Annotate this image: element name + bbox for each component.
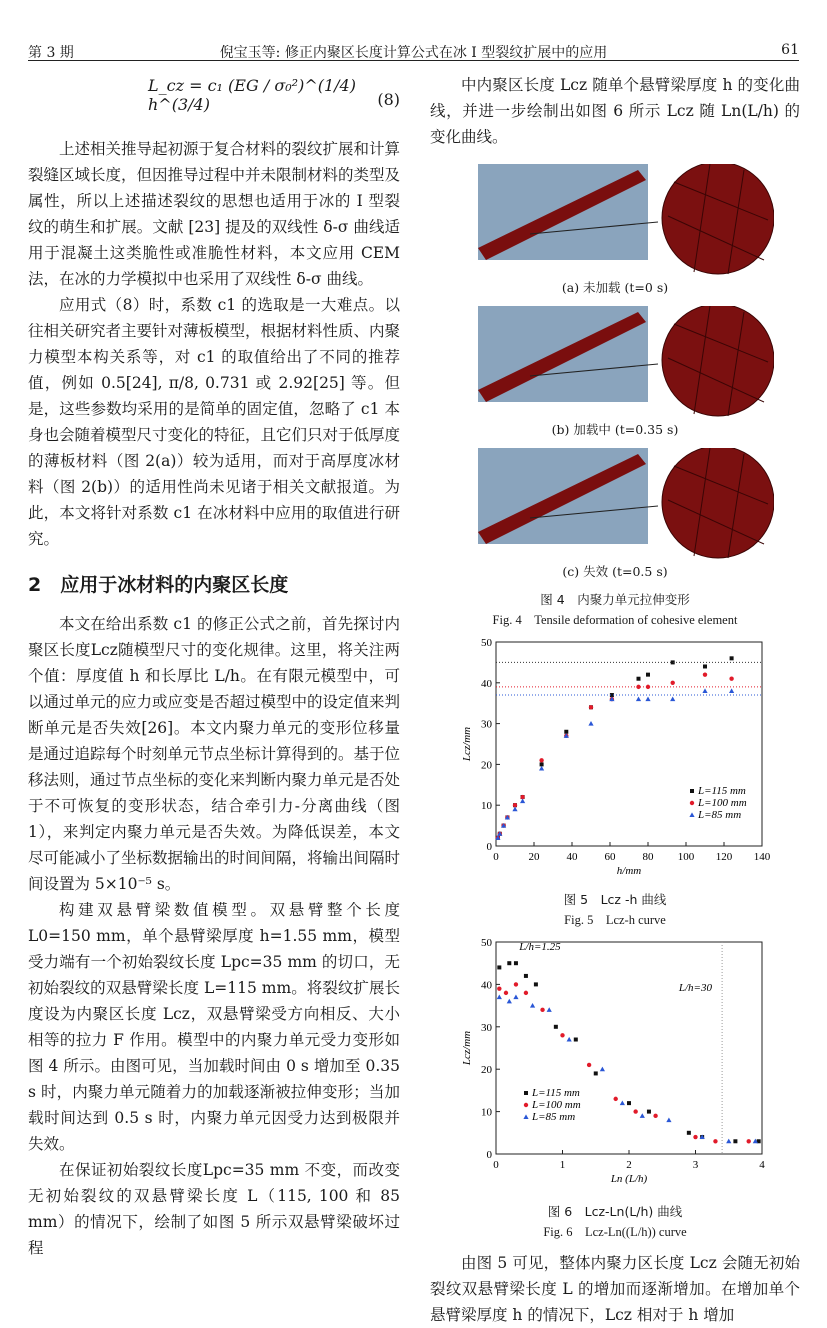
data-point — [636, 697, 641, 702]
x-tick-label: 120 — [715, 851, 733, 863]
equation-label: (8) — [377, 90, 400, 109]
data-point — [687, 1131, 691, 1135]
legend-marker — [689, 812, 694, 817]
data-point — [653, 1114, 657, 1118]
legend-marker — [524, 1103, 528, 1107]
legend-label: L=85 mm — [698, 809, 742, 821]
data-point — [514, 961, 518, 965]
data-point — [726, 1139, 731, 1144]
x-tick-label: 2 — [626, 1159, 632, 1171]
data-point — [587, 1063, 591, 1067]
section-heading: 2 应用于冰材料的内聚区长度 — [28, 574, 289, 596]
data-point — [504, 991, 508, 995]
legend-label: L=115 mm — [698, 785, 746, 797]
data-point — [567, 1037, 572, 1042]
legend-marker — [523, 1114, 528, 1119]
fig6-caption-cn: 图 6 Lcz-Ln(L/h) 曲线 — [547, 1204, 683, 1219]
y-tick-label: 0 — [486, 1149, 492, 1161]
paragraph: 在保证初始裂纹长度Lpc=35 mm 不变，而改变无初始裂纹的双悬臂梁长度 L（115, 100 和 85 mm）的情况下，绘制了如图 5 所示双悬臂梁破坏过程 — [28, 1161, 400, 1257]
x-tick-label: 100 — [677, 851, 695, 863]
fig4-panel-c — [478, 448, 774, 560]
data-point — [594, 1071, 598, 1075]
fig5-chart — [430, 634, 800, 884]
x-axis-label: Ln (L/h) — [610, 1173, 648, 1185]
data-point — [703, 664, 707, 668]
paragraph: 本文在给出系数 c1 的修正公式之前，首先探讨内聚区长度Lcz随模型尺寸的变化规律。这里，将关注两个值：厚度值 h 和长厚比 L/h。在有限元模型中，可以通过单元的应力或应变是否超过模型中的设定值来判断单元是否失效[26]。本文内聚力单元的变形位移量是通过追踪每个时刻单元节点坐标计算得到的。基于位移法则，通过节点坐标的变化来判断内聚力单元是否处于不可恢复的变形状态，结合牵引力-分离曲线（图 1），来判定内聚力单元是否失效。为降低误差，本文尽可能减小了坐标数据输出的时间间隔，将输出间隔时间设置为 5×10⁻⁵ s。 — [28, 615, 401, 893]
x-tick-label: 60 — [604, 851, 616, 863]
y-tick-label: 20 — [481, 759, 492, 772]
data-point — [666, 1117, 671, 1122]
legend-marker — [690, 801, 694, 805]
legend-marker — [524, 1091, 528, 1095]
fig4-image-b — [478, 306, 774, 418]
y-axis-label: Lcz/mm — [461, 726, 473, 762]
fig5-caption-cn: 图 5 Lcz -h 曲线 — [563, 892, 667, 907]
right-column — [430, 72, 800, 1328]
annotation: L/h=30 — [678, 981, 712, 994]
fig4-subcaption-b: (b) 加载中 (t=0.35 s) — [551, 422, 679, 437]
data-point — [574, 1038, 578, 1042]
data-point — [729, 677, 733, 681]
data-point — [671, 681, 675, 685]
paragraph: 构建双悬臂梁数值模型。双悬臂整个长度 L0=150 mm，单个悬臂梁厚度 h=1.55 mm，模型受力端有一个初始裂纹长度 Lpc=35 mm 的切口，无初始裂纹的双悬臂梁长度 L=115 mm。将裂纹扩展长度设为内聚区长度 Lcz，双悬臂梁受方向相反、大小相等的拉力 F 作用。模型中的内聚力单元受力变形如图 4 所示。由图可见，当加载时间由 0 s 增加至 0.35 s 时，内聚力单元随着力的加载逐渐被拉伸变形；当加载时间达到 0.5 s 时，内聚力单元因受力达到极限并失效。 — [28, 901, 400, 1153]
data-point — [560, 1033, 564, 1037]
x-axis-label: h/mm — [616, 865, 642, 877]
y-tick-label: 50 — [481, 637, 492, 649]
data-point — [497, 986, 501, 990]
data-point — [614, 1097, 618, 1101]
data-point — [539, 758, 543, 762]
x-tick-label: 80 — [642, 851, 654, 863]
data-point — [671, 660, 675, 664]
data-point — [670, 697, 675, 702]
running-title: 倪宝玉等: 修正内聚区长度计算公式在冰 I 型裂纹扩展中的应用 — [219, 45, 608, 61]
fig6-caption-en: Fig. 6 Lcz-Ln((L/h)) curve — [543, 1225, 687, 1239]
figure-5 — [430, 634, 800, 928]
data-point — [693, 1135, 697, 1139]
y-tick-label: 50 — [481, 937, 492, 949]
figure-4 — [430, 164, 800, 628]
data-point — [513, 995, 518, 1000]
left-column — [28, 72, 400, 1261]
data-point — [507, 999, 512, 1004]
data-point — [547, 1007, 552, 1012]
x-tick-label: 0 — [493, 851, 499, 863]
fig4-subcaption-c: (c) 失效 (t=0.5 s) — [562, 564, 668, 579]
y-axis-label: Lcz/mm — [461, 1030, 473, 1066]
y-tick-label: 10 — [481, 1106, 492, 1119]
fig4-image-c — [478, 448, 774, 560]
legend-marker — [690, 789, 694, 793]
figure-6 — [430, 934, 800, 1240]
fig5-caption-en: Fig. 5 Lcz-h curve — [564, 913, 666, 927]
y-tick-label: 20 — [481, 1064, 492, 1077]
y-tick-label: 0 — [486, 841, 492, 853]
data-point — [730, 656, 734, 660]
issue-number: 第 3 期 — [28, 45, 74, 61]
paragraph: 中内聚区长度 Lcz 随单个悬臂梁厚度 h 的变化曲线，并进一步绘制出如图 6 所示 Lcz 随 Ln(L/h) 的变化曲线。 — [430, 76, 800, 146]
data-point — [507, 961, 511, 965]
data-point — [633, 1109, 637, 1113]
data-point — [589, 705, 593, 709]
data-point — [524, 991, 528, 995]
paragraph: 上述相关推导起初源于复合材料的裂纹扩展和计算裂缝区域长度，但因推导过程中并未限制材料的类型及属性，所以上述描述裂纹的思想也适用于冰的 I 型裂纹的萌生和扩展。文献 [23] 提及的双线性 δ-σ 曲线适用于混凝土这类脆性或准脆性材料，本文应用 CEM 法，在冰的力学模拟中也采用了双线性 δ-σ 曲线。 — [28, 140, 401, 288]
y-tick-label: 40 — [481, 979, 492, 992]
data-point — [733, 1139, 737, 1143]
legend-label: L=100 mm — [532, 1099, 581, 1111]
data-point — [534, 982, 538, 986]
data-point — [600, 1067, 605, 1072]
page-number: 61 — [781, 42, 799, 58]
paragraph: 应用式（8）时，系数 c1 的选取是一大难点。以往相关研究者主要针对薄板模型，根据材料性质、内聚力模型本构关系等，对 c1 的取值给出了不同的推荐值，例如 0.5[24], π/8, 0.731 或 2.92[25] 等。但是，这些参数均采用的是简单的固定值，忽略了 c1 本身也会随着模型尺寸变化的特征，且它们只对于低厚度的薄板材料（图 2(a)）较为适用，而对于高厚度冰材料（图 2(b)）的适用性尚未见诸于相关文献报道。为此，本文将针对系数 c1 在冰材料中应用的取值进行研究。 — [28, 296, 401, 548]
data-point — [564, 730, 568, 734]
data-point — [540, 762, 544, 766]
fig4-image-a — [478, 164, 774, 276]
data-point — [747, 1139, 751, 1143]
x-tick-label: 140 — [753, 851, 771, 863]
data-point — [646, 673, 650, 677]
data-point — [588, 721, 593, 726]
data-point — [530, 1003, 535, 1008]
fig4-panel-b — [478, 306, 774, 418]
legend-label: L=85 mm — [532, 1111, 576, 1123]
equation-8 — [28, 72, 400, 136]
y-tick-label: 30 — [481, 718, 492, 731]
data-point — [497, 965, 501, 969]
x-tick-label: 0 — [493, 1159, 499, 1171]
fig4-subcaption-a: (a) 未加载 (t=0 s) — [561, 280, 669, 295]
paragraph: 由图 5 可见，整体内聚力区长度 Lcz 会随无初始裂纹双悬臂梁长度 L 的增加而逐渐增加。在增加单个悬臂梁厚度 h 的情况下，Lcz 相对于 h 增加 — [430, 1254, 800, 1324]
x-tick-label: 20 — [528, 851, 540, 863]
x-tick-label: 3 — [692, 1159, 699, 1171]
data-point — [703, 672, 707, 676]
y-tick-label: 30 — [481, 1021, 492, 1034]
data-point — [514, 982, 518, 986]
data-point — [640, 1113, 645, 1118]
legend-label: L=115 mm — [532, 1087, 580, 1099]
data-point — [524, 974, 528, 978]
data-point — [497, 995, 502, 1000]
fig4-caption-cn: 图 4 内聚力单元拉伸变形 — [540, 592, 690, 607]
legend-label: L=100 mm — [698, 797, 747, 809]
fig4-panel-a — [478, 164, 774, 276]
data-point — [520, 799, 525, 804]
data-point — [647, 1110, 651, 1114]
data-point — [637, 677, 641, 681]
data-point — [627, 1101, 631, 1105]
y-tick-label: 40 — [481, 677, 492, 690]
data-point — [620, 1101, 625, 1106]
data-point — [554, 1025, 558, 1029]
equation-body: L_cz = c₁ (EG / σ₀²)^(1/4) h^(3/4) — [148, 76, 356, 114]
data-point — [645, 697, 650, 702]
data-point — [729, 688, 734, 693]
data-point — [713, 1139, 717, 1143]
x-tick-label: 40 — [566, 851, 578, 863]
annotation: L/h=1.25 — [519, 941, 561, 953]
fig6-chart — [430, 934, 800, 1196]
data-point — [540, 1008, 544, 1012]
page-header — [28, 40, 799, 61]
x-tick-label: 1 — [559, 1159, 566, 1171]
x-tick-label: 4 — [759, 1159, 765, 1171]
fig4-caption-en: Fig. 4 Tensile deformation of cohesive element — [492, 613, 738, 627]
data-point — [539, 766, 544, 771]
y-tick-label: 10 — [481, 800, 492, 813]
data-point — [512, 807, 517, 812]
data-point — [702, 688, 707, 693]
